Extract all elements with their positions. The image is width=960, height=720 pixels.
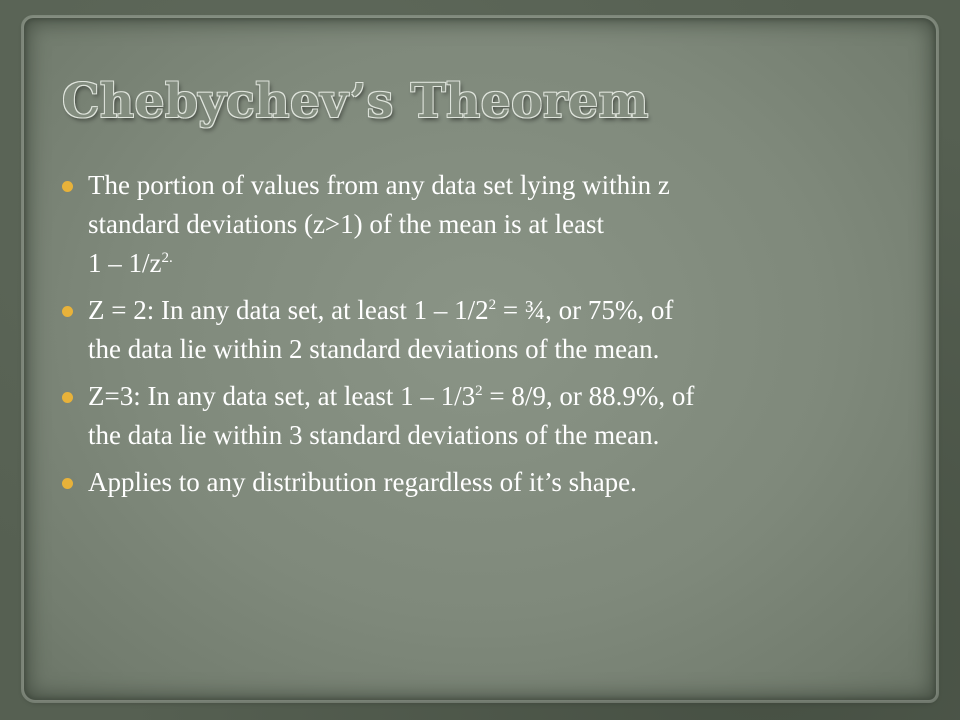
bullet-dot-icon — [62, 478, 73, 489]
superscript-exponent: 2 — [475, 383, 483, 399]
bullet-text-prefix: Z = 2: In any data set, at least 1 – 1/2 — [88, 295, 489, 325]
bullet-item — [62, 166, 882, 283]
superscript-period: . — [169, 250, 173, 266]
bullet-text-line: the data lie within 3 standard deviations of the mean. — [88, 420, 660, 450]
bullet-text-suffix: = 8/9, or 88.9%, of — [482, 381, 695, 411]
formula-text: 1 – 1/z — [88, 248, 162, 278]
bullet-text-line: the data lie within 2 standard deviations of the mean. — [88, 334, 660, 364]
bullet-dot-icon — [62, 392, 73, 403]
bullet-item — [62, 291, 882, 369]
bullet-text-suffix: = ¾, or 75%, of — [496, 295, 674, 325]
bullet-text-prefix: Z=3: In any data set, at least 1 – 1/3 — [88, 381, 476, 411]
bullet-item — [62, 377, 882, 455]
bullet-text-line — [88, 291, 882, 330]
bullet-text-line: standard deviations (z>1) of the mean is at least — [88, 209, 605, 239]
bullet-list — [62, 166, 882, 510]
superscript-exponent: 2 — [488, 297, 497, 313]
superscript-exponent: 2 — [161, 250, 169, 266]
bullet-text-line: The portion of values from any data set lying within z — [88, 170, 670, 200]
bullet-text-line — [88, 377, 882, 416]
bullet-text-line — [88, 244, 882, 283]
bullet-text-line: Applies to any distribution regardless of it’s shape. — [88, 467, 637, 497]
bullet-dot-icon — [62, 181, 73, 192]
bullet-item — [62, 463, 882, 502]
slide-title: Chebychev’s Theorem — [62, 74, 649, 129]
bullet-dot-icon — [62, 306, 73, 317]
